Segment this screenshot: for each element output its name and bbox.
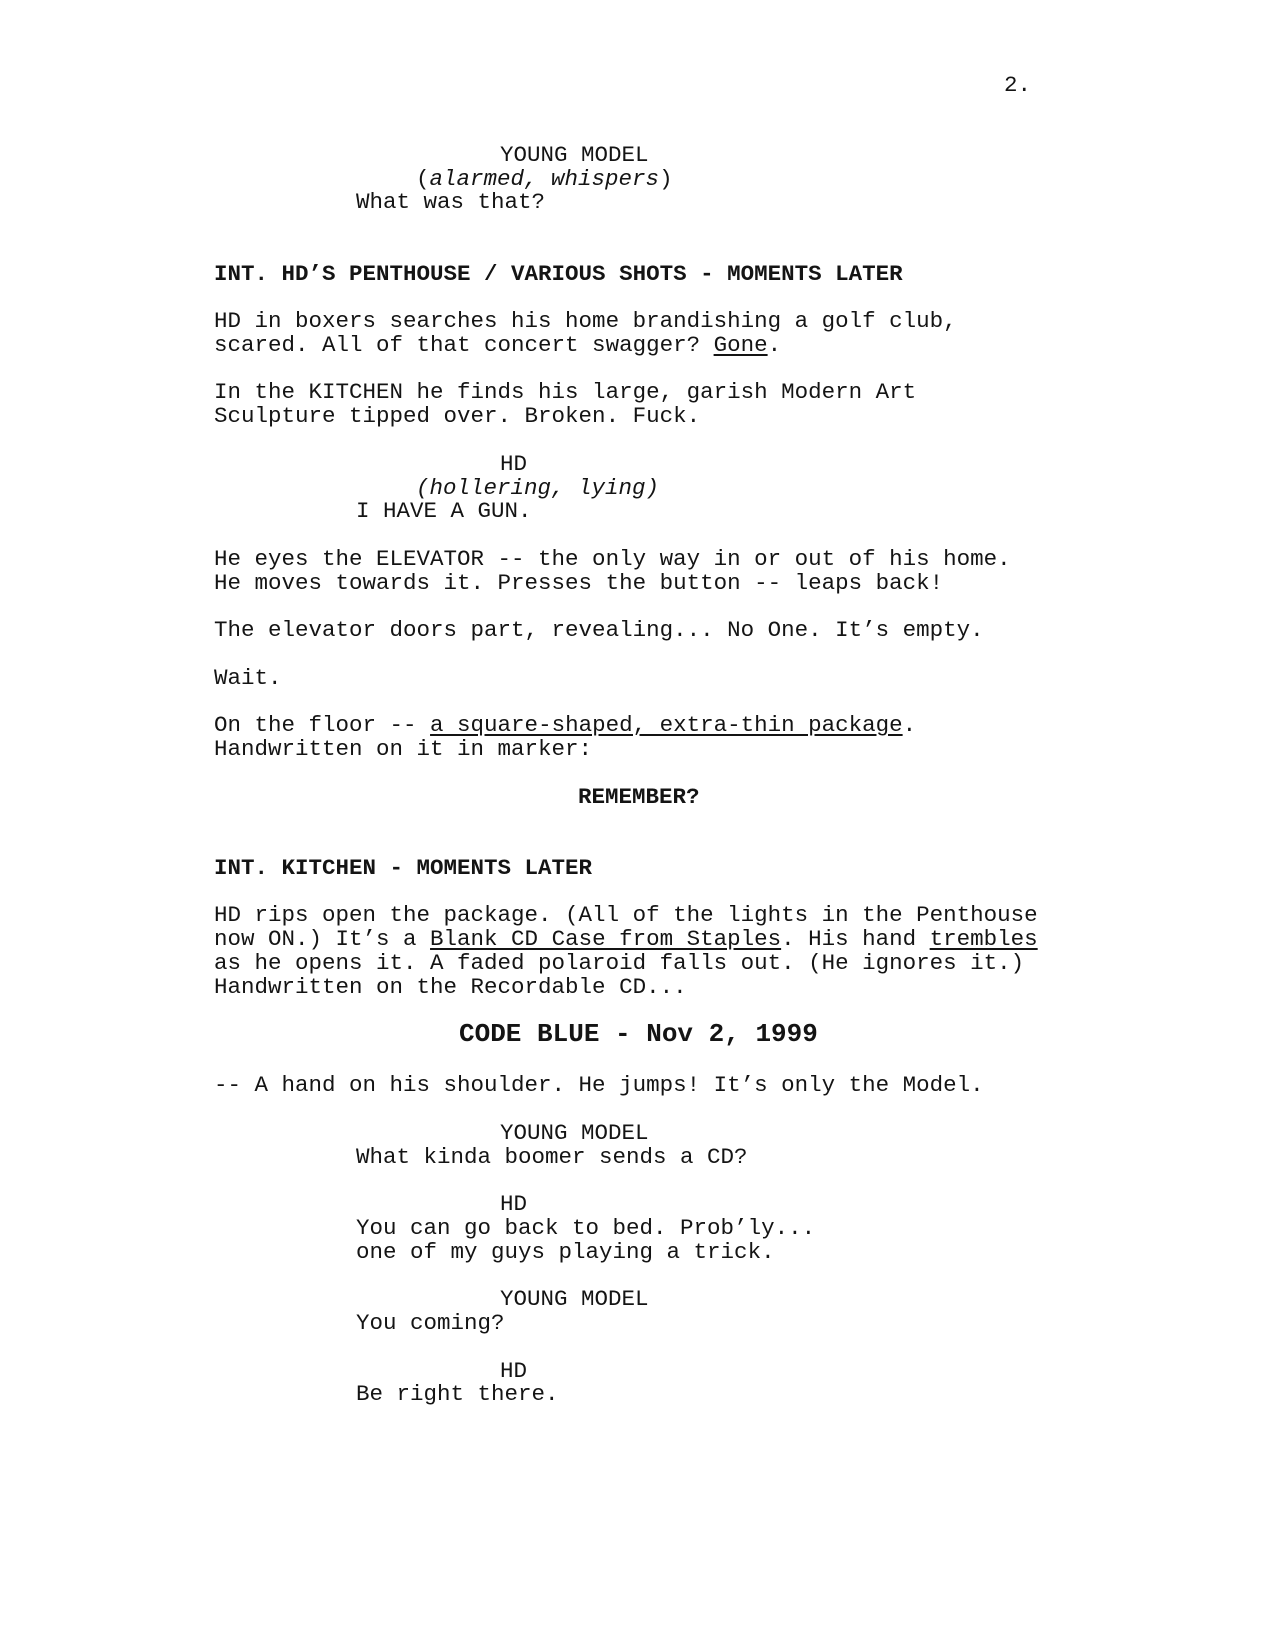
character-name: YOUNG MODEL (500, 1286, 649, 1312)
action-line: Handwritten on it in marker: (214, 736, 593, 762)
action-line: The elevator doors part, revealing... No One. It’s empty. (214, 617, 984, 643)
action-line: Handwritten on the Recordable CD... (214, 974, 687, 1000)
action-line: Wait. (214, 665, 282, 691)
character-name: HD (500, 451, 528, 477)
insert-text: REMEMBER? (578, 784, 700, 810)
action-line: HD rips open the package. (All of the lights in the Penthouse (214, 902, 1038, 928)
action-line: scared. All of that concert swagger? Gone. (214, 332, 782, 358)
action-line: now ON.) It’s a Blank CD Case from Staples. His hand trembles (214, 926, 1038, 952)
action-line: Sculpture tipped over. Broken. Fuck. (214, 403, 701, 429)
action-line: He eyes the ELEVATOR -- the only way in or out of his home. (214, 546, 1011, 572)
action-line: He moves towards it. Presses the button -- leaps back! (214, 570, 944, 596)
character-name: YOUNG MODEL (500, 1120, 649, 1146)
dialogue-line: What was that? (356, 189, 546, 215)
character-name: YOUNG MODEL (500, 142, 649, 168)
parenthetical: (hollering, lying) (416, 475, 660, 501)
scene-heading: INT. KITCHEN - MOMENTS LATER (214, 855, 593, 881)
insert-title: CODE BLUE - Nov 2, 1999 (459, 1019, 818, 1049)
dialogue-line: You can go back to bed. Prob’ly... (356, 1215, 816, 1241)
scene-heading: INT. HD’S PENTHOUSE / VARIOUS SHOTS - MOMENTS LATER (214, 261, 903, 287)
dialogue-line: What kinda boomer sends a CD? (356, 1144, 748, 1170)
character-name: HD (500, 1358, 528, 1384)
action-line: HD in boxers searches his home brandishing a golf club, (214, 308, 957, 334)
dialogue-line: You coming? (356, 1310, 505, 1336)
action-line: In the KITCHEN he finds his large, garish Modern Art (214, 379, 917, 405)
dialogue-line: I HAVE A GUN. (356, 498, 532, 524)
action-line: On the floor -- a square-shaped, extra-thin package. (214, 712, 917, 738)
action-line: -- A hand on his shoulder. He jumps! It’s only the Model. (214, 1072, 984, 1098)
page-number: 2. (1004, 72, 1032, 98)
dialogue-line: one of my guys playing a trick. (356, 1239, 775, 1265)
character-name: HD (500, 1191, 528, 1217)
dialogue-line: Be right there. (356, 1381, 559, 1407)
parenthetical: (alarmed, whispers) (416, 166, 673, 192)
action-line: as he opens it. A faded polaroid falls out. (He ignores it.) (214, 950, 1025, 976)
